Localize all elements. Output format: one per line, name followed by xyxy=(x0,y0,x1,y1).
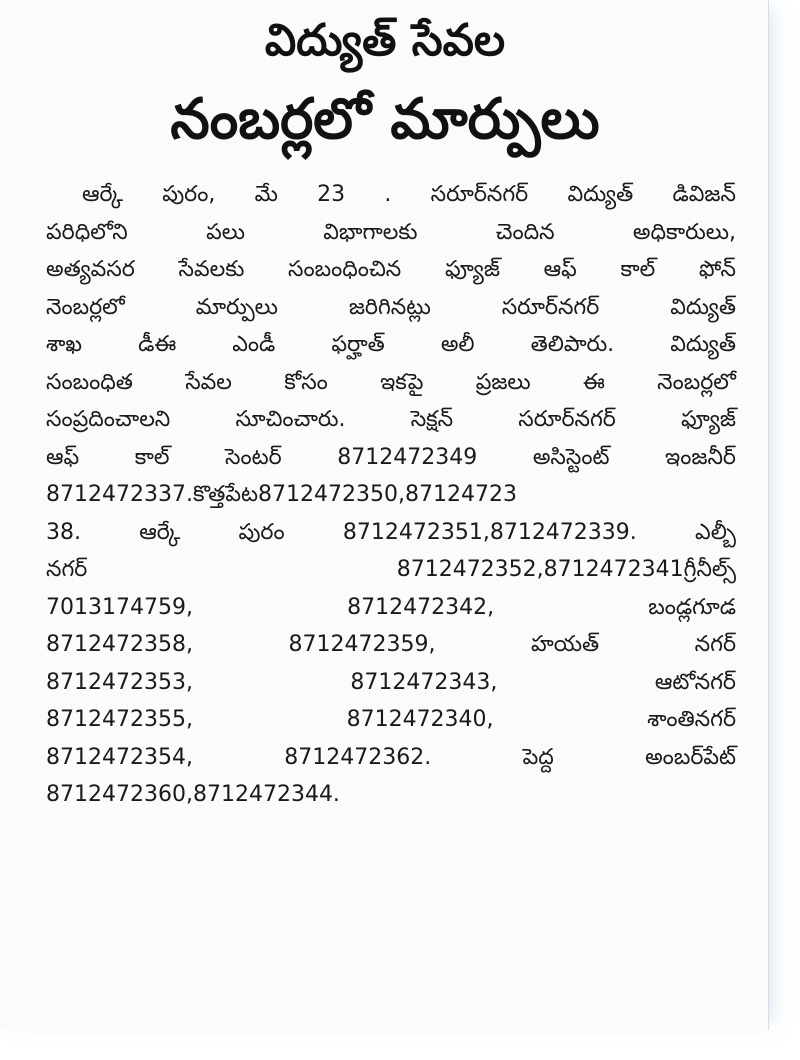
article-word: ఆటోనగర్ xyxy=(654,669,736,695)
article-line xyxy=(46,776,736,814)
article-word: ఫోన్ xyxy=(698,257,736,282)
article-word: ఇంజనీర్ xyxy=(665,444,736,470)
article-word: మార్పులు xyxy=(195,294,278,320)
article-word: 8712472340, xyxy=(346,707,494,732)
article-line xyxy=(46,214,736,252)
article-word: సంబంధిత xyxy=(46,369,133,395)
article-word: సెక్షన్ xyxy=(410,407,454,432)
article-word: తెలిపారు. xyxy=(530,332,615,357)
article-word: బండ్లగూడ xyxy=(648,594,736,620)
article-word: 8712472343, xyxy=(350,669,498,695)
article-word: 38. xyxy=(46,519,81,545)
article-word: కాల్ xyxy=(134,444,170,470)
article-word: 8712472362. xyxy=(284,744,432,770)
article-word: డీఈ xyxy=(138,332,177,357)
article-word: నగర్ xyxy=(694,632,736,657)
article-word: 23 xyxy=(317,182,346,207)
article-line xyxy=(46,551,736,589)
article-line xyxy=(46,739,736,777)
article-word: అంబర్‌పేట్ xyxy=(645,744,736,770)
article-word: విద్యుత్ xyxy=(670,294,736,320)
headline-line-1: విద్యుత్ సేవల xyxy=(264,15,506,66)
article-line xyxy=(46,401,736,439)
article-word: ఆఫ్ xyxy=(543,257,577,282)
article-word: 8712472349 xyxy=(337,444,478,470)
article-word: . xyxy=(384,182,392,207)
article-word: ఆర్కే xyxy=(82,182,123,207)
article-word: ఆర్కే xyxy=(139,519,181,545)
article-word: 8712472358, xyxy=(46,632,193,657)
article-line xyxy=(46,589,736,627)
article-word: జరిగినట్లు xyxy=(348,294,431,320)
article-line xyxy=(46,364,736,402)
article-word: విభాగాలకు xyxy=(323,219,418,245)
article-word: శాంతినగర్ xyxy=(647,707,736,732)
article-word: అలీ xyxy=(440,332,475,357)
article-word: సరూర్‌నగర్ xyxy=(430,182,529,207)
article-word: 8712472352,8712472341గ్రీనీల్స్ xyxy=(396,557,736,582)
article-word: కాల్ xyxy=(620,257,656,282)
article-word: పెద్ద xyxy=(522,744,554,770)
article-word: సెంటర్ xyxy=(225,444,282,470)
article-word: విద్యుత్ xyxy=(567,182,634,207)
article-word: నగర్ xyxy=(46,557,88,582)
article-word: సంబంధించిన xyxy=(288,257,402,282)
article-line xyxy=(46,251,736,289)
article-line xyxy=(46,176,736,214)
article-word: చెందిన xyxy=(495,219,555,245)
article-word: 8712472351,8712472339. xyxy=(342,519,637,545)
article-word: డివిజన్ xyxy=(672,182,736,207)
article-word: కోసం xyxy=(284,369,328,395)
article-body xyxy=(46,176,736,814)
article-word: 7013174759, xyxy=(46,594,193,620)
article-word: సంప్రదించాలని xyxy=(46,407,171,432)
article-word: ఎల్బీ xyxy=(695,519,736,545)
article-word: సరూర్‌నగర్ xyxy=(518,407,616,432)
article-word: ఈ xyxy=(582,369,605,395)
article-word: అత్యవసర xyxy=(46,257,135,282)
article-word: శాఖ xyxy=(46,332,83,357)
article-word: 8712472354, xyxy=(46,744,193,770)
article-word: 8712472353, xyxy=(46,669,193,695)
article-word: ప్రజలు xyxy=(475,369,531,395)
article-word: 8712472342, xyxy=(347,594,495,620)
article-word: హయత్ xyxy=(531,632,600,657)
article-word: ఆఫ్ xyxy=(46,444,80,470)
article-word: సూచించారు. xyxy=(235,407,346,432)
article-word: ఫ్యూజ్ xyxy=(681,407,736,432)
article-word: పలు xyxy=(206,219,245,245)
article-word: సేవల xyxy=(185,369,232,395)
article-word: సరూర్‌నగర్ xyxy=(501,294,600,320)
article-word: సేవలకు xyxy=(178,257,245,282)
article-line xyxy=(46,664,736,702)
article-word: 8712472359, xyxy=(288,632,436,657)
article-word: అధికారులు, xyxy=(632,219,736,245)
article-word: ఫర్హాత్ xyxy=(331,332,385,357)
article-word: ఎండీ xyxy=(232,332,276,357)
article-word: నెంబర్లలో xyxy=(46,294,125,320)
article-word: పురం xyxy=(238,519,285,545)
article-word: పురం, xyxy=(162,182,216,207)
article-word: ఇకపై xyxy=(380,369,424,395)
article-word: 8712472337.కొత్తపేట8712472350,87124723 xyxy=(46,482,517,507)
article-word: పరిధిలోని xyxy=(46,219,128,245)
headline-line-2: నంబర్లలో మార్పులు xyxy=(170,87,600,152)
article-word: అసిస్టెంట్ xyxy=(532,444,610,470)
article-line xyxy=(46,514,736,552)
article-line xyxy=(46,326,736,364)
article-line xyxy=(46,289,736,327)
article-line xyxy=(46,476,736,514)
article-line xyxy=(46,701,736,739)
article-word: విద్యుత్ xyxy=(670,332,736,357)
article-word: 8712472360,8712472344. xyxy=(46,782,340,807)
article-word: మే xyxy=(254,182,278,207)
article-line xyxy=(46,626,736,664)
article-line xyxy=(46,439,736,477)
article-word: 8712472355, xyxy=(46,707,193,732)
article-word: ఫ్యూజ్ xyxy=(444,257,500,282)
article-word: నెంబర్లలో xyxy=(657,369,736,395)
